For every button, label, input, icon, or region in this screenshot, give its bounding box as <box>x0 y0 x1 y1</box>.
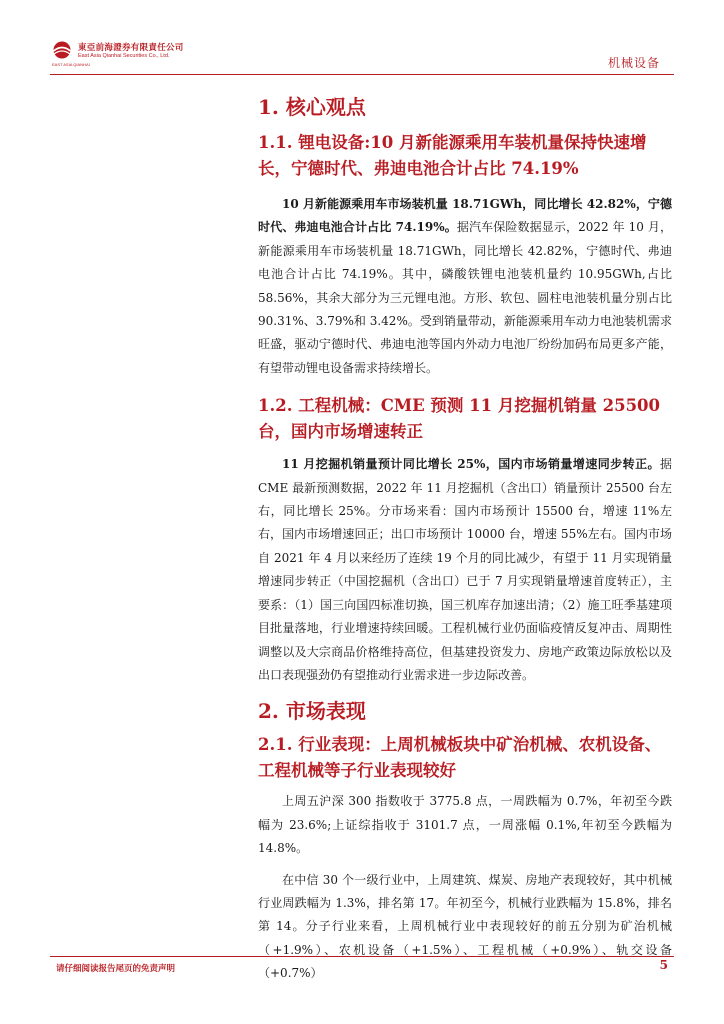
company-name-cn: 東亞前海證券有限責任公司 <box>78 43 184 53</box>
section-1-2-lead: 11 月挖掘机销量预计同比增长 25%，国内市场销量增速同步转正。 <box>282 457 660 472</box>
logo-caption: EAST ASIA QIANHAI <box>52 62 90 67</box>
section-1-2-heading: 1.2. 工程机械：CME 预测 11 月挖掘机销量 25500 台，国内市场增速转正 <box>258 396 661 442</box>
section-1-2-paragraph <box>258 453 672 687</box>
section-1-1-body: 据汽车保险数据显示，2022 年 10 月，新能源乘用车市场装机量 18.71GWh，同比增长 42.82%，宁德时代、弗迪电池合计占比 74.19%。其中，磷酸铁锂电池装机量约 10.95GWh,占比 58.56%，其余大部分为三元锂电池。方形、软包、圆柱电池装机量分别占比 90.31%、3.79%和 3.42%。受到销量带动，新能源乘用车动力电池装机需求旺盛，驱动宁德时代、弗迪电池等国内外动力电池厂纷纷加码布局更多产能，有望带动锂电设备需求持续增长。 <box>258 220 672 375</box>
footer-divider <box>50 956 674 957</box>
page-number: 5 <box>659 958 668 972</box>
section-2-1-heading: 2.1. 行业表现：上周机械板块中矿治机械、农机设备、工程机械等子行业表现较好 <box>258 735 662 781</box>
section-1-1-paragraph <box>258 193 672 380</box>
report-body <box>258 92 672 986</box>
company-name-en: East Asia Qianhai Securities Co., Ltd. <box>78 53 170 59</box>
section-1-heading: 1. 核心观点 <box>258 95 366 119</box>
logo-emblem-icon <box>50 40 74 64</box>
industry-tag: 机械设备 <box>607 56 660 70</box>
section-2-1-paragraph-1: 上周五沪深 300 指数收于 3775.8 点，一周跌幅为 0.7%，年初至今跌幅为 23.6%;上证综指收于 3101.7 点，一周涨幅 0.1%,年初至今跌幅为 14.8%。 <box>258 794 672 856</box>
section-1-1-lead: 10 月新能源乘用车市场装机量 18.71GWh，同比增长 42.82%，宁德时代、弗迪电池合计占比 74.19%。 <box>258 197 672 235</box>
section-1-2-body: 据 CME 最新预测数据，2022 年 11 月挖掘机（含出口）销量预计 25500 台左右，同比增长 25%。分市场来看：国内市场预计 15500 台，增速 11%左右，国内市场增速回正；出口市场预计 10000 台，增速 55%左右。国内市场自 2021 年 4 月以来经历了连续 19 个月的同比减少，有望于 11 月实现销量增速同步转正（中国挖掘机（含出口）已于 7 月实现销量增速首度转正），主要系：（1）国三向国四标准切换，国三机库存加速出清；（2）施工旺季基建项目批量落地，行业增速持续回暖。工程机械行业仍面临疫情反复冲击、周期性调整以及大宗商品价格维持高位，但基建投资发力、房地产政策边际放松以及出口表现强劲仍有望推动行业需求进一步边际改善。 <box>258 457 672 682</box>
disclaimer-note: 请仔细阅读报告尾页的免责声明 <box>56 964 176 974</box>
section-2-1-paragraph-2: 在中信 30 个一级行业中，上周建筑、煤炭、房地产表现较好，其中机械行业周跌幅为 1.3%，排名第 17。年初至今，机械行业跌幅为 15.8%，排名第 14。分子行业来看，上周机械行业中表现较好的前五分别为矿治机械（+1.9%）、农机设备（+1.5%）、工程机械（+0.9%）、轨交设备（+0.7%） <box>258 872 672 981</box>
page-header <box>0 0 724 78</box>
section-1-1-heading: 1.1. 锂电设备:10 月新能源乘用车装机量保持快速增长，宁德时代、弗迪电池合计占比 74.19% <box>258 133 647 178</box>
section-2-heading: 2. 市场表现 <box>258 699 366 724</box>
company-logo <box>50 40 220 70</box>
header-divider <box>50 74 674 75</box>
